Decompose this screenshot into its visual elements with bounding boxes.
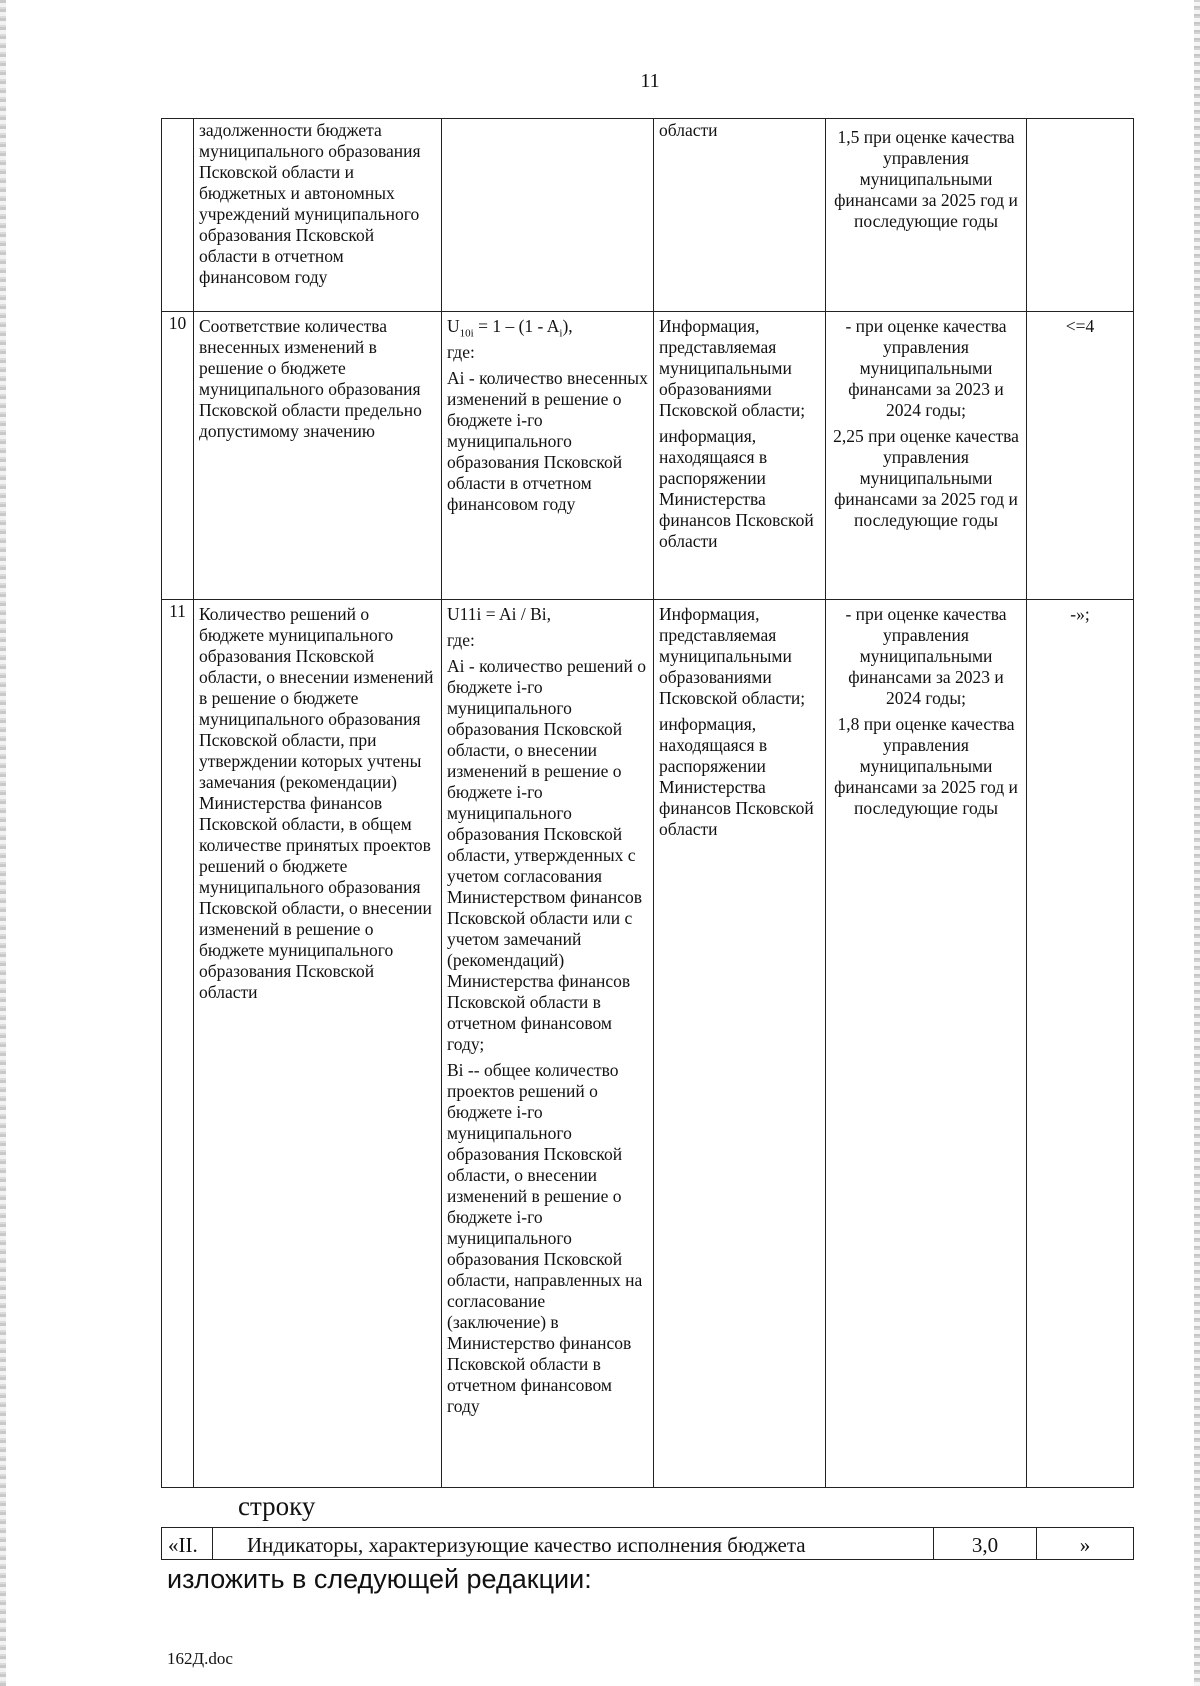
row-number: 10 <box>162 312 194 600</box>
indicator-name: задолженности бюджета муниципального образования Псковской области и бюджетных и автономных учреждений муниципального образования Псковской области в отчетном финансовом году <box>194 119 442 312</box>
source-text: информация, находящаяся в распоряжении Министерства финансов Псковской области <box>659 714 814 839</box>
section-number: «II. <box>162 1528 213 1560</box>
row-number <box>162 119 194 312</box>
threshold-text: 2,25 при оценке качества управления муниципальными финансами за 2025 год и последующие годы <box>833 426 1019 530</box>
scan-edge-right <box>1194 0 1200 1686</box>
indicator-formula <box>442 600 654 1488</box>
indicator-threshold <box>826 312 1027 600</box>
indicator-source <box>654 312 826 600</box>
section-close-quote: » <box>1037 1528 1134 1560</box>
table-row <box>162 119 1134 312</box>
formula-expression: U11i = Ai / Bi, <box>447 604 552 624</box>
indicator-value <box>1027 119 1134 312</box>
formula-where: где: <box>447 342 475 362</box>
section-row <box>162 1528 1134 1560</box>
scan-edge-left <box>0 0 6 1686</box>
source-text: информация, находящаяся в распоряжении Министерства финансов Псковской области <box>659 426 814 551</box>
threshold-text: 1,8 при оценке качества управления муниципальными финансами за 2025 год и последующие годы <box>834 714 1018 818</box>
formula-expression: $U_{10i} = 1 - (1 - A_i)$, <box>447 316 573 340</box>
section-row-table <box>161 1527 1134 1560</box>
table-row <box>162 312 1134 600</box>
formula-where: где: <box>447 630 475 650</box>
table-row <box>162 600 1134 1488</box>
section-title: Индикаторы, характеризующие качество исполнения бюджета <box>213 1528 934 1560</box>
text-stroku: строку <box>238 1491 316 1521</box>
threshold-text: 1,5 при оценке качества управления муниципальными финансами за 2025 год и последующие годы <box>834 127 1018 231</box>
indicator-threshold <box>826 119 1027 312</box>
formula-definition: Bi -- общее количество проектов решений о бюджете i-го муниципального образования Псковской области, о внесении изменений в решение о бюджете i-го муниципального образования Псковской области, направленных на согласование (заключение) в Министерство финансов Псковской области в отчетном финансовом году <box>447 1060 643 1416</box>
formula-definition: Ai - количество внесенных изменений в решение о бюджете i-го муниципального образования Псковской области в отчетном финансовом году <box>447 368 648 514</box>
threshold-text: - при оценке качества управления муниципальными финансами за 2023 и 2024 годы; <box>845 604 1007 708</box>
indicator-name: Соответствие количества внесенных изменений в решение о бюджете муниципального образования Псковской области предельно допустимому значению <box>194 312 442 600</box>
indicator-value: -»; <box>1027 600 1134 1488</box>
source-text: Информация, представляемая муниципальными образованиями Псковской области; <box>659 604 806 708</box>
indicator-formula <box>442 119 654 312</box>
indicator-source <box>654 119 826 312</box>
indicator-formula <box>442 312 654 600</box>
indicators-table <box>161 118 1134 1488</box>
source-text: области <box>659 120 718 140</box>
formula-definition: Ai - количество решений о бюджете i-го муниципального образования Псковской области, о внесении изменений в решение о бюджете i-го муниципального образования Псковской области, утвержденных с учетом согласования Министерством финансов Псковской области или с учетом замечаний (рекомендаций) Министерства финансов Псковской области в отчетном финансовом году; <box>447 656 646 1054</box>
instruction-text: изложить в следующей редакции: <box>167 1564 592 1594</box>
section-value: 3,0 <box>934 1528 1037 1560</box>
threshold-text: - при оценке качества управления муниципальными финансами за 2023 и 2024 годы; <box>845 316 1007 420</box>
indicator-value: <=4 <box>1027 312 1134 600</box>
indicator-name: Количество решений о бюджете муниципального образования Псковской области, о внесении изменений в решение о бюджете муниципального образования Псковской области, при утверждении которых учтены замечания (рекомендации) Министерства финансов Псковской области, в общем количестве принятых проектов решений о бюджете муниципального образования Псковской области, о внесении изменений в решение о бюджете муниципального образования Псковской области <box>194 600 442 1488</box>
indicator-threshold <box>826 600 1027 1488</box>
source-text: Информация, представляемая муниципальными образованиями Псковской области; <box>659 316 806 420</box>
page-number: 11 <box>640 70 660 92</box>
row-number: 11 <box>162 600 194 1488</box>
file-name-footer: 162Д.doc <box>167 1649 233 1668</box>
indicator-source <box>654 600 826 1488</box>
